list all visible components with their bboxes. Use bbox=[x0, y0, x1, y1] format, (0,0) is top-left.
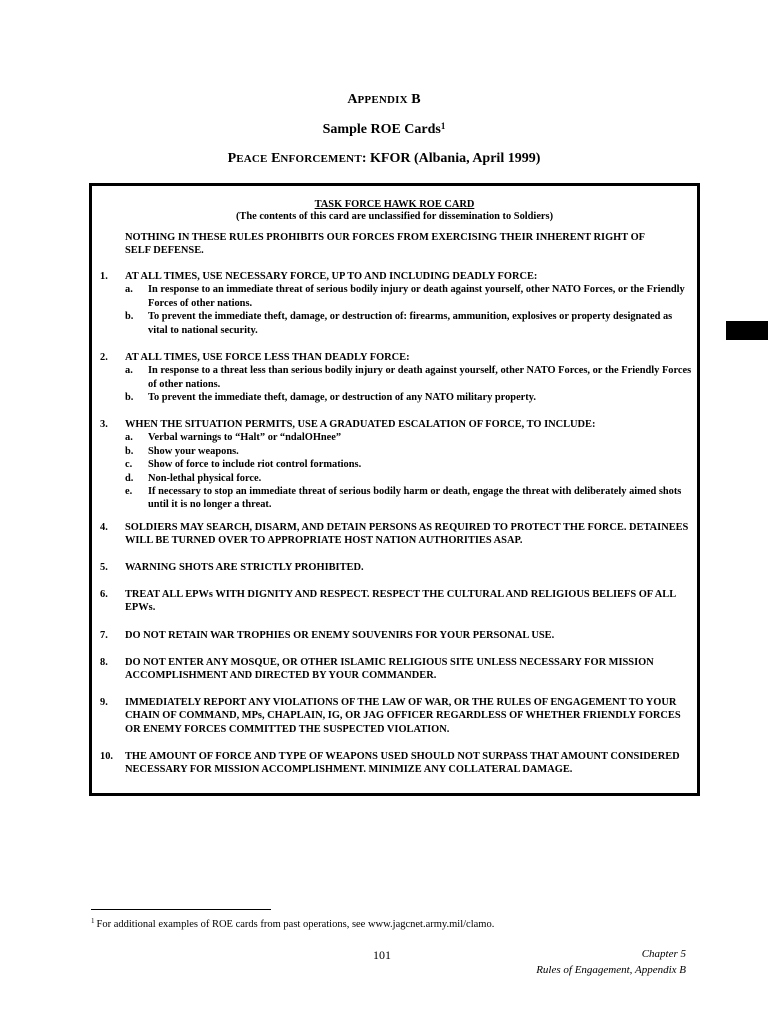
rule-number: 1. bbox=[100, 271, 108, 282]
footnote-reference: 1 bbox=[440, 121, 446, 131]
rule-text: DO NOT ENTER ANY MOSQUE, OR OTHER ISLAMIC RELIGIOUS SITE UNLESS NECESSARY FOR MISSION ACCOMPLISHMENT AND DIRECTED BY YOUR COMMANDER. bbox=[125, 657, 654, 682]
operation-heading: PEACE ENFORCEMENT: KFOR (Albania, April 1999) bbox=[227, 151, 541, 166]
rule-number: 7. bbox=[100, 630, 108, 641]
subitem-text: To prevent the immediate theft, damage, or destruction of: firearms, ammunition, explosives or property designated as vital to national security. bbox=[148, 311, 673, 336]
rule-text: SOLDIERS MAY SEARCH, DISARM, AND DETAIN PERSONS AS REQUIRED TO PROTECT THE FORCE. DETAINEES WILL BE TURNED OVER TO APPROPRIATE HOST NATION AUTHORITIES ASAP. bbox=[125, 522, 689, 547]
rule-number: 2. bbox=[100, 352, 108, 363]
subitem-letter: b. bbox=[125, 445, 134, 457]
card-subtitle: (The contents of this card are unclassified for dissemination to Soldiers) bbox=[235, 211, 554, 222]
card-title: TASK FORCE HAWK ROE CARD bbox=[314, 199, 475, 210]
rule-number: 5. bbox=[100, 562, 108, 573]
rule-text: TREAT ALL EPWs WITH DIGNITY AND RESPECT. RESPECT THE CULTURAL AND RELIGIOUS BELIEFS OF ALL EPWs. bbox=[125, 589, 676, 614]
subitem-letter: d. bbox=[125, 472, 134, 484]
subitem-text: In response to an immediate threat of serious bodily injury or death against yourself, other NATO Forces, or the Friendly Forces of other nations. bbox=[148, 284, 685, 309]
rule-text: IMMEDIATELY REPORT ANY VIOLATIONS OF THE LAW OF WAR, OR THE RULES OF ENGAGEMENT TO YOUR CHAIN OF COMMAND, MPs, CHAPLAIN, IG, OR JAG OFFICER REGARDLESS OF WHETHER FRIENDLY FORCES OR ENEMY FORCES COMMITTED THE SUSPECTED VIOLATION. bbox=[125, 697, 681, 735]
card-intro: NOTHING IN THESE RULES PROHIBITS OUR FORCES FROM EXERCISING THEIR INHERENT RIGHT OF SELF DEFENSE. bbox=[125, 232, 645, 257]
subitem-text: Verbal warnings to “Halt” or “ndalOHnee” bbox=[148, 432, 342, 444]
rule-text: AT ALL TIMES, USE NECESSARY FORCE, UP TO AND INCLUDING DEADLY FORCE: bbox=[125, 271, 538, 282]
subitem-text: Show your weapons. bbox=[148, 445, 239, 457]
chapter-label: Chapter 5 bbox=[641, 948, 686, 960]
subitem-text: To prevent the immediate theft, damage, or destruction of any NATO military property. bbox=[148, 392, 536, 404]
rule-number: 8. bbox=[100, 657, 108, 668]
rule-text: DO NOT RETAIN WAR TROPHIES OR ENEMY SOUVENIRS FOR YOUR PERSONAL USE. bbox=[125, 630, 555, 641]
rule-number: 10. bbox=[100, 751, 113, 762]
footnote-mark: 1 bbox=[91, 917, 95, 925]
appendix-heading: APPENDIX B bbox=[347, 92, 421, 107]
rule-number: 4. bbox=[100, 522, 108, 533]
subitem-text: In response to a threat less than serious bodily injury or death against yourself, other NATO Forces, or the Friendly Forces of other nations. bbox=[148, 365, 692, 390]
footnote-text: For additional examples of ROE cards from past operations, see www.jagcnet.army.mil/clamo. bbox=[96, 919, 495, 930]
subitem-letter: e. bbox=[125, 486, 133, 497]
rule-number: 3. bbox=[100, 419, 108, 430]
subitem-letter: b. bbox=[125, 392, 134, 404]
chapter-subtitle: Rules of Engagement, Appendix B bbox=[536, 964, 686, 976]
page-title: Sample ROE Cards$^1$ bbox=[322, 121, 446, 137]
rule-text: THE AMOUNT OF FORCE AND TYPE OF WEAPONS USED SHOULD NOT SURPASS THAT AMOUNT CONSIDERED NECESSARY FOR MISSION ACCOMPLISHMENT. MINIMIZE ANY COLLATERAL DAMAGE. bbox=[125, 751, 680, 776]
rule-number: 6. bbox=[100, 589, 108, 600]
subitem-text: Non-lethal physical force. bbox=[148, 472, 262, 484]
roe-card bbox=[89, 183, 700, 796]
subitem-letter: a. bbox=[125, 432, 133, 444]
footnote-divider bbox=[91, 909, 271, 910]
chapter-thumb-tab bbox=[726, 321, 768, 340]
rule-text: AT ALL TIMES, USE FORCE LESS THAN DEADLY FORCE: bbox=[125, 352, 410, 363]
subitem-text: Show of force to include riot control formations. bbox=[148, 459, 362, 471]
subitem-letter: a. bbox=[125, 365, 133, 377]
subitem-letter: b. bbox=[125, 311, 134, 323]
subitem-text: If necessary to stop an immediate threat of serious bodily harm or death, engage the threat with deliberately aimed shots until it is no longer a threat. bbox=[148, 486, 682, 511]
subitem-letter: c. bbox=[125, 459, 133, 471]
footnote bbox=[91, 917, 494, 930]
page-number: 101 bbox=[373, 948, 391, 962]
rule-text: WHEN THE SITUATION PERMITS, USE A GRADUATED ESCALATION OF FORCE, TO INCLUDE: bbox=[125, 419, 596, 430]
rule-text: WARNING SHOTS ARE STRICTLY PROHIBITED. bbox=[125, 562, 364, 573]
subitem-letter: a. bbox=[125, 284, 133, 296]
rule-number: 9. bbox=[100, 697, 108, 708]
